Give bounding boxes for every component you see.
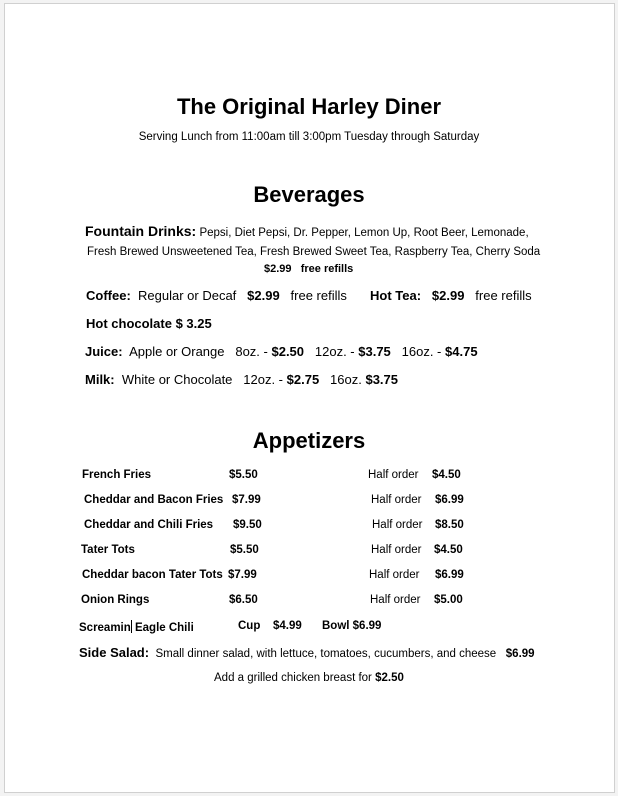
fountain-drinks-line1 (85, 223, 529, 239)
milk-size-12: 12oz. - (243, 372, 284, 387)
milk-label: Milk: (85, 372, 115, 387)
half-order-label: Half order (371, 494, 422, 506)
milk-price-12: $2.75 (286, 372, 320, 387)
juice-price-8: $2.50 (271, 344, 305, 359)
appetizer-price: $7.99 (232, 494, 261, 506)
menu-title: The Original Harley Diner (176, 94, 442, 119)
side-salad-label: Side Salad: (79, 645, 150, 660)
half-order-price: $6.99 (435, 494, 464, 506)
beverages-heading: Beverages (253, 182, 365, 207)
half-order-price: $5.00 (434, 594, 463, 606)
juice-price-16: $4.75 (445, 344, 478, 359)
side-salad-desc: Small dinner salad, with lettuce, tomatoes, cucumbers, and cheese (155, 648, 497, 660)
appetizer-name: Cheddar and Chili Fries (84, 519, 214, 531)
fountain-refills: free refills (300, 263, 354, 275)
milk-desc: White or Chocolate (121, 372, 233, 387)
fountain-price: $2.99 (264, 263, 292, 275)
chili-name (79, 620, 194, 634)
appetizer-price: $9.50 (233, 519, 262, 531)
appetizer-name: Cheddar bacon Tater Tots (82, 569, 223, 581)
chicken-addon-text: Add a grilled chicken breast for (214, 672, 372, 684)
appetizer-price: $6.50 (229, 594, 258, 606)
coffee-refills: free refills (290, 288, 347, 303)
chicken-addon-line (214, 672, 404, 684)
half-order-price: $8.50 (435, 519, 464, 531)
half-order-price: $6.99 (435, 569, 464, 581)
coffee-label: Coffee: (86, 288, 131, 303)
hot-tea-refills: free refills (475, 288, 532, 303)
milk-price-16: $3.75 (365, 372, 399, 387)
fountain-items-line1: Pepsi, Diet Pepsi, Dr. Pepper, Lemon Up, Root Beer, Lemonade, (199, 227, 529, 239)
hot-chocolate-line: Hot chocolate $ 3.25 (86, 316, 212, 331)
half-order-label: Half order (368, 469, 419, 481)
appetizer-name: Onion Rings (81, 594, 150, 606)
hot-tea-line (370, 288, 532, 303)
half-order-label: Half order (369, 569, 420, 581)
coffee-price: $2.99 (247, 288, 280, 303)
appetizers-heading: Appetizers (252, 428, 366, 453)
milk-size-16: 16oz. (330, 372, 362, 387)
hot-tea-label: Hot Tea: (370, 288, 422, 303)
juice-size-16: 16oz. - (401, 344, 442, 359)
juice-price-12: $3.75 (358, 344, 391, 359)
side-salad-line (79, 645, 535, 660)
appetizer-price: $7.99 (228, 569, 257, 581)
fountain-label: Fountain Drinks: (85, 223, 197, 239)
milk-line (85, 372, 398, 387)
coffee-desc: Regular or Decaf (138, 288, 237, 303)
chicken-addon-price: $2.50 (375, 672, 404, 684)
hot-tea-price: $2.99 (431, 288, 465, 303)
appetizer-price: $5.50 (229, 469, 258, 481)
fountain-price-line (264, 263, 353, 275)
juice-desc: Apple or Orange (129, 344, 225, 359)
appetizer-name: Tater Tots (81, 544, 135, 556)
juice-label: Juice: (85, 344, 123, 359)
chili-name-part2: Eagle Chili (131, 622, 194, 634)
fountain-items-line2: Fresh Brewed Unsweetened Tea, Fresh Brewed Sweet Tea, Raspberry Tea, Cherry Soda (87, 246, 541, 258)
half-order-label: Half order (371, 544, 422, 556)
appetizer-name: Cheddar and Bacon Fries (84, 494, 224, 506)
half-order-label: Half order (372, 519, 423, 531)
chili-name-part1: Screamin (79, 622, 131, 634)
menu-subtitle: Serving Lunch from 11:00am till 3:00pm Tuesday through Saturday (138, 131, 480, 143)
chili-cup-label: Cup (238, 620, 261, 632)
appetizer-name: French Fries (82, 469, 152, 481)
coffee-line (86, 288, 347, 303)
side-salad-price: $6.99 (505, 648, 535, 660)
half-order-price: $4.50 (432, 469, 461, 481)
chili-bowl: Bowl $6.99 (322, 620, 382, 632)
half-order-price: $4.50 (434, 544, 463, 556)
juice-line (85, 344, 478, 359)
appetizer-price: $5.50 (230, 544, 259, 556)
half-order-label: Half order (370, 594, 421, 606)
juice-size-12: 12oz. - (314, 344, 355, 359)
juice-size-8: 8oz. - (235, 344, 268, 359)
chili-cup-price: $4.99 (273, 620, 302, 632)
